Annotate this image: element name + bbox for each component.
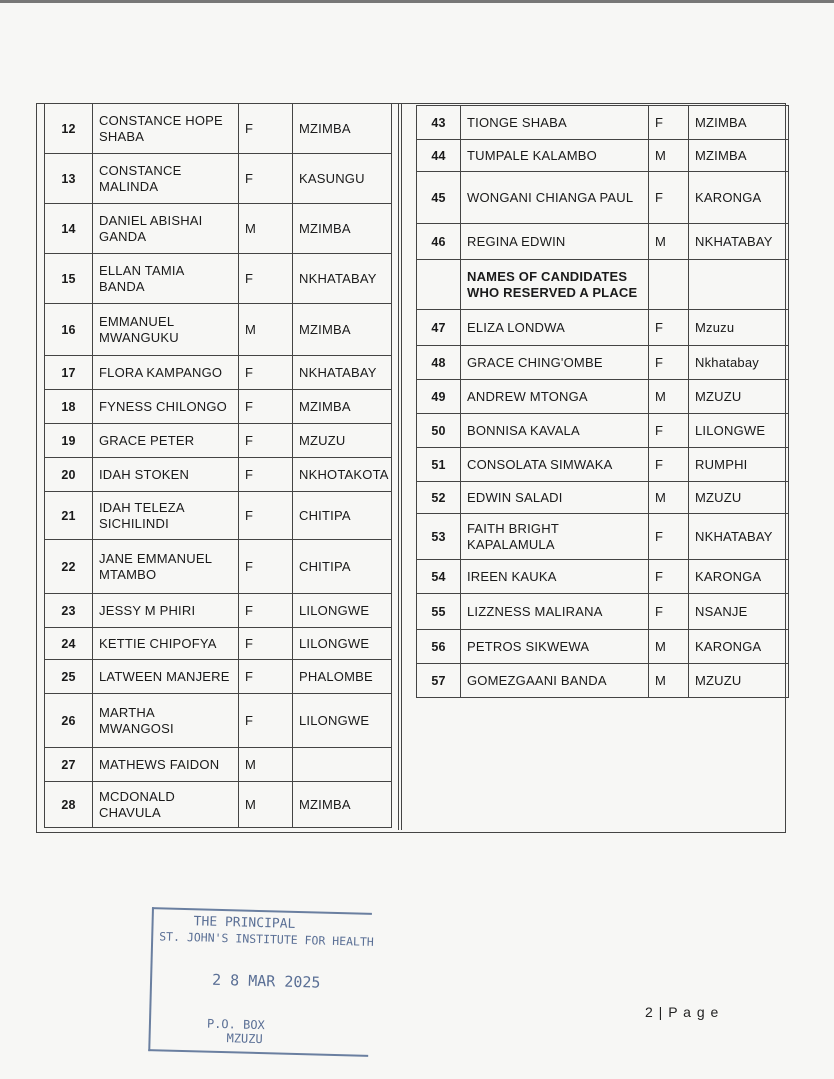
candidate-district: KASUNGU [293,154,392,204]
candidate-name: IREEN KAUKA [461,560,649,594]
row-number: 17 [45,356,93,390]
candidate-sex: F [649,448,689,482]
candidate-name: IDAH TELEZA SICHILINDI [93,492,239,540]
candidate-district: KARONGA [689,560,789,594]
row-number: 25 [45,660,93,694]
candidate-district: LILONGWE [293,694,392,748]
candidate-district: RUMPHI [689,448,789,482]
candidate-sex: F [239,154,293,204]
table-row [417,140,789,172]
row-number: 51 [417,448,461,482]
candidate-district [293,748,392,782]
table-row [417,482,789,514]
table-row [417,106,789,140]
candidate-district: NKHOTAKOTA [293,458,392,492]
candidate-district: MZIMBA [293,204,392,254]
candidate-district: MZUZU [689,482,789,514]
row-number: 12 [45,104,93,154]
candidate-name: ELIZA LONDWA [461,310,649,346]
candidate-district: PHALOMBE [293,660,392,694]
candidate-name: JANE EMMANUEL MTAMBO [93,540,239,594]
candidate-sex: F [239,628,293,660]
candidate-sex: M [239,204,293,254]
row-number: 21 [45,492,93,540]
table-row [45,304,392,356]
candidate-district: MZIMBA [689,106,789,140]
candidate-sex: F [239,540,293,594]
candidate-district: CHITIPA [293,492,392,540]
table-row [45,154,392,204]
row-number: 45 [417,172,461,224]
table-row [45,390,392,424]
candidate-sex: F [239,594,293,628]
table-row [417,560,789,594]
candidate-district: CHITIPA [293,540,392,594]
candidate-name: CONSOLATA SIMWAKA [461,448,649,482]
candidate-sex: M [649,140,689,172]
row-number: 56 [417,630,461,664]
row-number: 50 [417,414,461,448]
candidate-sex: F [239,694,293,748]
candidate-name: BONNISA KAVALA [461,414,649,448]
candidate-district: MZIMBA [689,140,789,172]
row-number: 24 [45,628,93,660]
top-rule [0,0,834,3]
candidate-name: TIONGE SHABA [461,106,649,140]
stamp-pobox: P.O. BOX [206,1016,265,1033]
candidate-sex: M [239,782,293,828]
candidate-sex: M [239,748,293,782]
candidate-name: FLORA KAMPANGO [93,356,239,390]
candidate-name: LATWEEN MANJERE [93,660,239,694]
table-row [45,782,392,828]
table-row [417,380,789,414]
candidate-sex: F [239,458,293,492]
candidate-name: DANIEL ABISHAI GANDA [93,204,239,254]
candidate-sex: F [239,424,293,458]
candidate-name: CONSTANCE HOPE SHABA [93,104,239,154]
candidate-name: FAITH BRIGHT KAPALAMULA [461,514,649,560]
candidate-sex: F [649,560,689,594]
row-number: 23 [45,594,93,628]
candidate-name: EMMANUEL MWANGUKU [93,304,239,356]
reserved-heading: NAMES OF CANDIDATES WHO RESERVED A PLACE [461,260,649,310]
candidate-district: NKHATABAY [689,514,789,560]
row-number: 44 [417,140,461,172]
candidate-name: TUMPALE KALAMBO [461,140,649,172]
row-number: 27 [45,748,93,782]
table-row [45,694,392,748]
candidate-sex: M [239,304,293,356]
candidate-name: MCDONALD CHAVULA [93,782,239,828]
candidate-name: IDAH STOKEN [93,458,239,492]
candidate-district: KARONGA [689,630,789,664]
table-row [417,448,789,482]
table-row [45,458,392,492]
candidate-district: KARONGA [689,172,789,224]
candidate-name: KETTIE CHIPOFYA [93,628,239,660]
candidate-name: ANDREW MTONGA [461,380,649,414]
candidate-name: PETROS SIKWEWA [461,630,649,664]
stamp-city: MZUZU [226,1031,263,1047]
empty-cell [649,260,689,310]
table-row [417,310,789,346]
row-number: 49 [417,380,461,414]
candidate-district: Nkhatabay [689,346,789,380]
row-number: 43 [417,106,461,140]
row-number: 54 [417,560,461,594]
table-row [417,664,789,698]
stamp-institution: ST. JOHN'S INSTITUTE FOR HEALTH [159,929,374,949]
candidate-name: GOMEZGAANI BANDA [461,664,649,698]
empty-cell [689,260,789,310]
row-number: 57 [417,664,461,698]
candidate-sex: M [649,482,689,514]
table-row [45,594,392,628]
page-number: 2 | P a g e [645,1004,720,1020]
empty-cell [417,260,461,310]
table-row [45,540,392,594]
candidate-sex: M [649,630,689,664]
candidate-district: MZUZU [689,380,789,414]
reserved-heading-row [417,260,789,310]
row-number: 13 [45,154,93,204]
table-row [417,224,789,260]
table-row [45,356,392,390]
row-number: 22 [45,540,93,594]
candidate-sex: F [649,172,689,224]
candidate-name: CONSTANCE MALINDA [93,154,239,204]
candidate-district: LILONGWE [293,594,392,628]
candidate-name: REGINA EDWIN [461,224,649,260]
table-row [45,104,392,154]
candidate-name: LIZZNESS MALIRANA [461,594,649,630]
table-row [45,748,392,782]
table-row [417,514,789,560]
candidate-name: GRACE CHING'OMBE [461,346,649,380]
table-row [45,492,392,540]
candidate-name: EDWIN SALADI [461,482,649,514]
candidate-district: NSANJE [689,594,789,630]
table-row [417,414,789,448]
table-row [45,254,392,304]
row-number: 48 [417,346,461,380]
candidate-district: MZUZU [293,424,392,458]
row-number: 26 [45,694,93,748]
candidate-sex: F [239,104,293,154]
candidate-district: MZIMBA [293,390,392,424]
table-row [417,346,789,380]
candidate-sex: M [649,380,689,414]
candidate-district: NKHATABAY [293,356,392,390]
row-number: 14 [45,204,93,254]
table-row [417,172,789,224]
row-number: 28 [45,782,93,828]
candidate-district: NKHATABAY [293,254,392,304]
principal-stamp [148,907,372,1063]
candidate-sex: F [649,514,689,560]
table-row [417,630,789,664]
candidate-district: MZUZU [689,664,789,698]
candidate-district: MZIMBA [293,782,392,828]
candidate-district: Mzuzu [689,310,789,346]
candidate-sex: F [239,492,293,540]
table-row [45,204,392,254]
row-number: 20 [45,458,93,492]
candidate-name: JESSY M PHIRI [93,594,239,628]
row-number: 52 [417,482,461,514]
table-row [45,628,392,660]
candidate-sex: F [239,254,293,304]
candidate-sex: M [649,224,689,260]
row-number: 47 [417,310,461,346]
candidate-sex: F [239,356,293,390]
candidate-name: MARTHA MWANGOSI [93,694,239,748]
row-number: 15 [45,254,93,304]
candidate-name: ELLAN TAMIA BANDA [93,254,239,304]
row-number: 16 [45,304,93,356]
candidate-name: MATHEWS FAIDON [93,748,239,782]
row-number: 18 [45,390,93,424]
candidate-sex: F [649,310,689,346]
candidate-sex: F [239,390,293,424]
table-row [417,594,789,630]
stamp-title: THE PRINCIPAL [193,914,296,932]
candidate-sex: F [649,414,689,448]
candidate-district: LILONGWE [689,414,789,448]
row-number: 55 [417,594,461,630]
stamp-date: 2 8 MAR 2025 [211,970,321,992]
column-divider [398,103,402,830]
table-row [45,424,392,458]
candidate-name: GRACE PETER [93,424,239,458]
candidate-district: LILONGWE [293,628,392,660]
candidate-sex: F [649,594,689,630]
candidate-sex: F [239,660,293,694]
row-number: 53 [417,514,461,560]
candidate-sex: F [649,106,689,140]
candidate-name: FYNESS CHILONGO [93,390,239,424]
right-candidates-table [416,105,789,698]
table-row [45,660,392,694]
candidate-sex: F [649,346,689,380]
row-number: 19 [45,424,93,458]
candidate-district: MZIMBA [293,104,392,154]
candidate-district: MZIMBA [293,304,392,356]
candidate-name: WONGANI CHIANGA PAUL [461,172,649,224]
left-candidates-table [44,103,392,828]
row-number: 46 [417,224,461,260]
candidate-sex: M [649,664,689,698]
candidate-district: NKHATABAY [689,224,789,260]
